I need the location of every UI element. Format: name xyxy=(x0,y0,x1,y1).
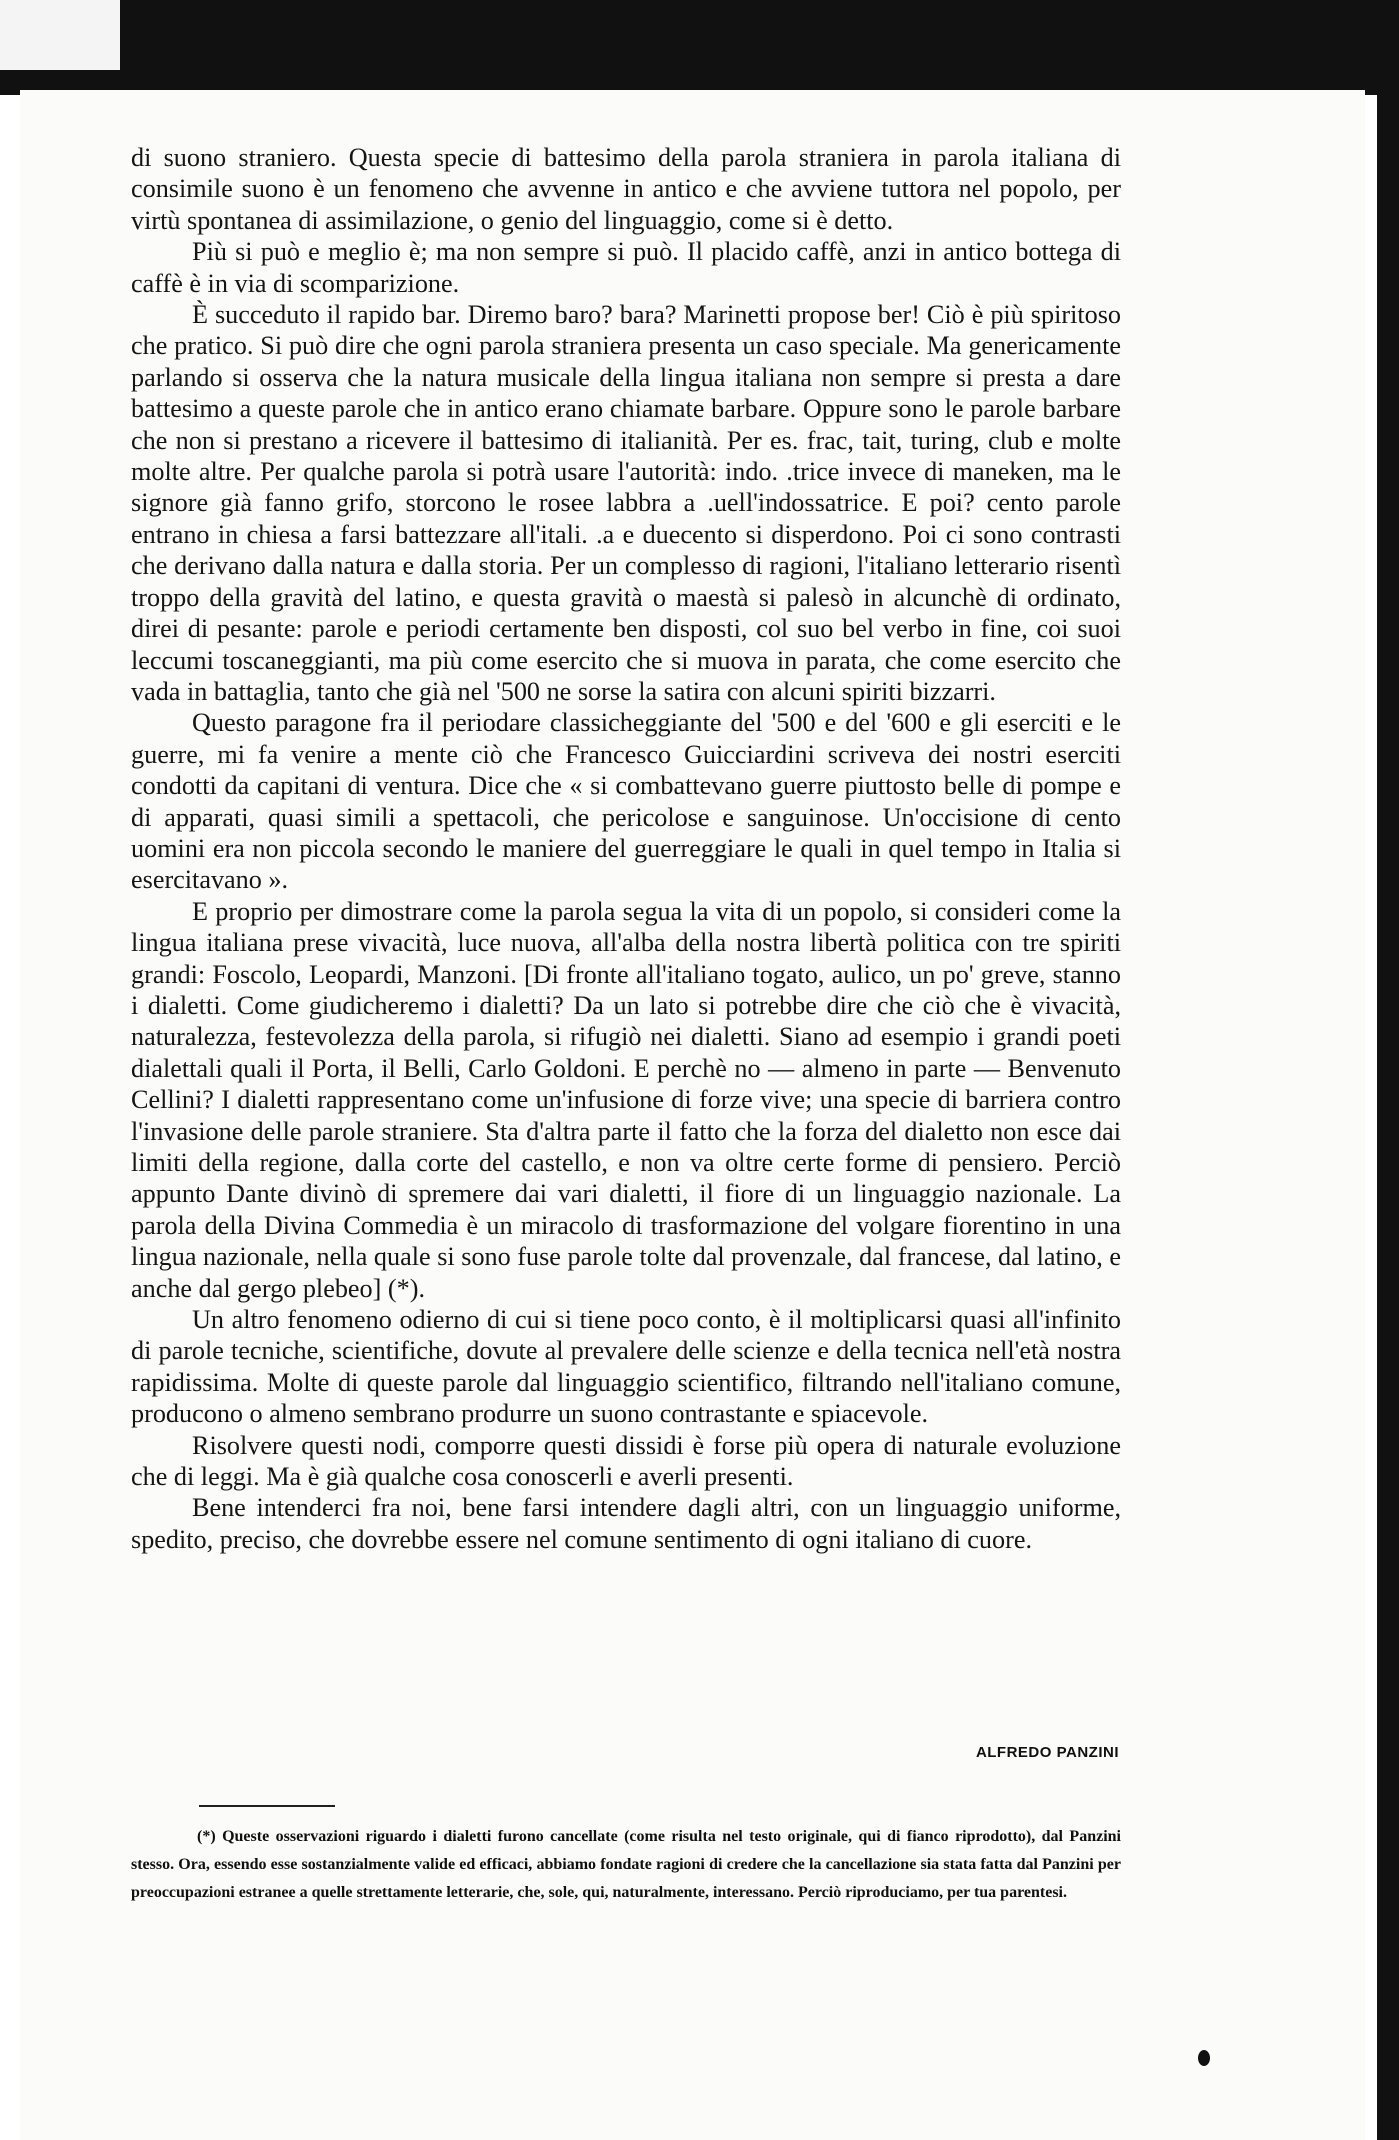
paragraph-4: Questo paragone fra il periodare classicheggiante del '500 e del '600 e gli eserciti e le guerre, mi fa venire a mente ciò che Francesco Guicciardini scriveva dei nostri eserciti condotti da capitani di ventura. Dice che « si combattevano guerre piuttosto belle di pompe e di apparati, quasi simili a spettacoli, che pericolose e sanguinose. Un'occisione di cento uomini era non piccola secondo le maniere del guerreggiare le quali in quel tempo in Italia si esercitavano ». xyxy=(131,708,1121,895)
scan-border-top xyxy=(0,0,1399,95)
paragraph-1: di suono straniero. Questa specie di battesimo della parola straniera in parola italiana di consimile suono è un fenomeno che avvenne in antico e che avviene tuttora nel popolo, per virtù spontanea di assimilazione, o genio del linguaggio, come si è detto. xyxy=(131,143,1121,235)
footnote-divider xyxy=(199,1805,335,1807)
body-text xyxy=(131,142,1121,1555)
scan-speck xyxy=(1198,2050,1210,2066)
paragraph-8: Bene intenderci fra noi, bene farsi intendere dagli altri, con un linguaggio uniforme, spedito, preciso, che dovrebbe essere nel comune sentimento di ogni italiano di cuore. xyxy=(131,1493,1121,1554)
paragraph-5: E proprio per dimostrare come la parola segua la vita di un popolo, si consideri come la lingua italiana prese vivacità, luce nuova, all'alba della nostra libertà politica con tre spiriti grandi: Foscolo, Leopardi, Manzoni. [Di fronte all'italiano togato, aulico, un po' greve, stanno i dialetti. Come giudicheremo i dialetti? Da un lato si potrebbe dire che ciò che è vivacità, naturalezza, festevolezza della parola, si rifugiò nei dialetti. Siano ad esempio i grandi poeti dialettali quali il Porta, il Belli, Carlo Goldoni. E perchè no — almeno in parte — Benvenuto Cellini? I dialetti rappresentano come un'infusione di forze vive; una specie di barriera contro l'invasione delle parole straniere. Sta d'altra parte il fatto che la forza del dialetto non esce dai limiti della regione, dalla corte del castello, e non va oltre certe forme di pensiero. Perciò appunto Dante divinò di spremere dai vari dialetti, il fiore di un linguaggio nazionale. La parola della Divina Commedia è un miracolo di trasformazione del volgare fiorentino in una lingua nazionale, nella quale si sono fuse parole tolte dal provenzale, dal francese, dal latino, e anche dal gergo plebeo] (*). xyxy=(131,896,1121,1303)
scan-border-notch xyxy=(0,0,120,70)
scan-border-right xyxy=(1377,0,1399,2140)
paragraph-3: È succeduto il rapido bar. Diremo baro? bara? Marinetti propose ber! Ciò è più spiritoso che pratico. Si può dire che ogni parola straniera presenta un caso speciale. Ma genericamente parlando si osserva che la natura musicale della lingua italiana non sempre si presta a dare battesimo a queste parole che in antico erano chiamate barbare. Oppure sono le parole barbare che non si prestano a ricevere il battesimo di italianità. Per es. frac, tait, turing, club e molte molte altre. Per qualche parola si potrà usare l'autorità: indo. .trice invece di maneken, ma le signore già fanno grifo, storcono le rosee labbra a .uell'indossatrice. E poi? cento parole entrano in chiesa a farsi battezzare all'itali. .a e duecento si disperdono. Poi ci sono contrasti che derivano dalla natura e dalla storia. Per un complesso di ragioni, l'italiano letterario risentì troppo della gravità del latino, e questa gravità o maestà si palesò in alcunchè di ordinato, direi di pesante: parole e periodi certamente ben disposti, col suo bel verbo in fine, coi suoi leccumi toscaneggianti, ma più come esercito che si muova in parata, che come esercito che vada in battaglia, tanto che già nel '500 ne sorse la satira con alcuni spiriti bizzarri. xyxy=(131,300,1121,706)
paragraph-7: Risolvere questi nodi, comporre questi dissidi è forse più opera di naturale evoluzione che di leggi. Ma è già qualche cosa conoscerli e averli presenti. xyxy=(131,1430,1121,1492)
footnote: (*) Queste osservazioni riguardo i dialetti furono cancellate (come risulta nel testo originale, qui di fianco riprodotto), dal Panzini stesso. Ora, essendo esse sostanzialmente valide ed efficaci, abbiamo fondate ragioni di credere che la cancellazione sia stata fatta dal Panzini per preoccupazioni estranee a quelle strettamente letterarie, che, sole, qui, naturalmente, interessano. Perciò riproduciamo, per tua parentesi. xyxy=(131,1828,1121,1901)
paragraph-6: Un altro fenomeno odierno di cui si tiene poco conto, è il moltiplicarsi quasi all'infinito di parole tecniche, scientifiche, dovute al prevalere delle scienze e della tecnica nell'età nostra rapidissima. Molte di queste parole dal linguaggio scientifico, filtrando nell'italiano comune, producono o almeno sembrano produrre un suono contrastante e spiacevole. xyxy=(131,1305,1121,1429)
author-signature: ALFREDO PANZINI xyxy=(975,1744,1119,1761)
paragraph-2: Più si può e meglio è; ma non sempre si può. Il placido caffè, anzi in antico bottega di caffè è in via di scomparizione. xyxy=(131,237,1121,298)
